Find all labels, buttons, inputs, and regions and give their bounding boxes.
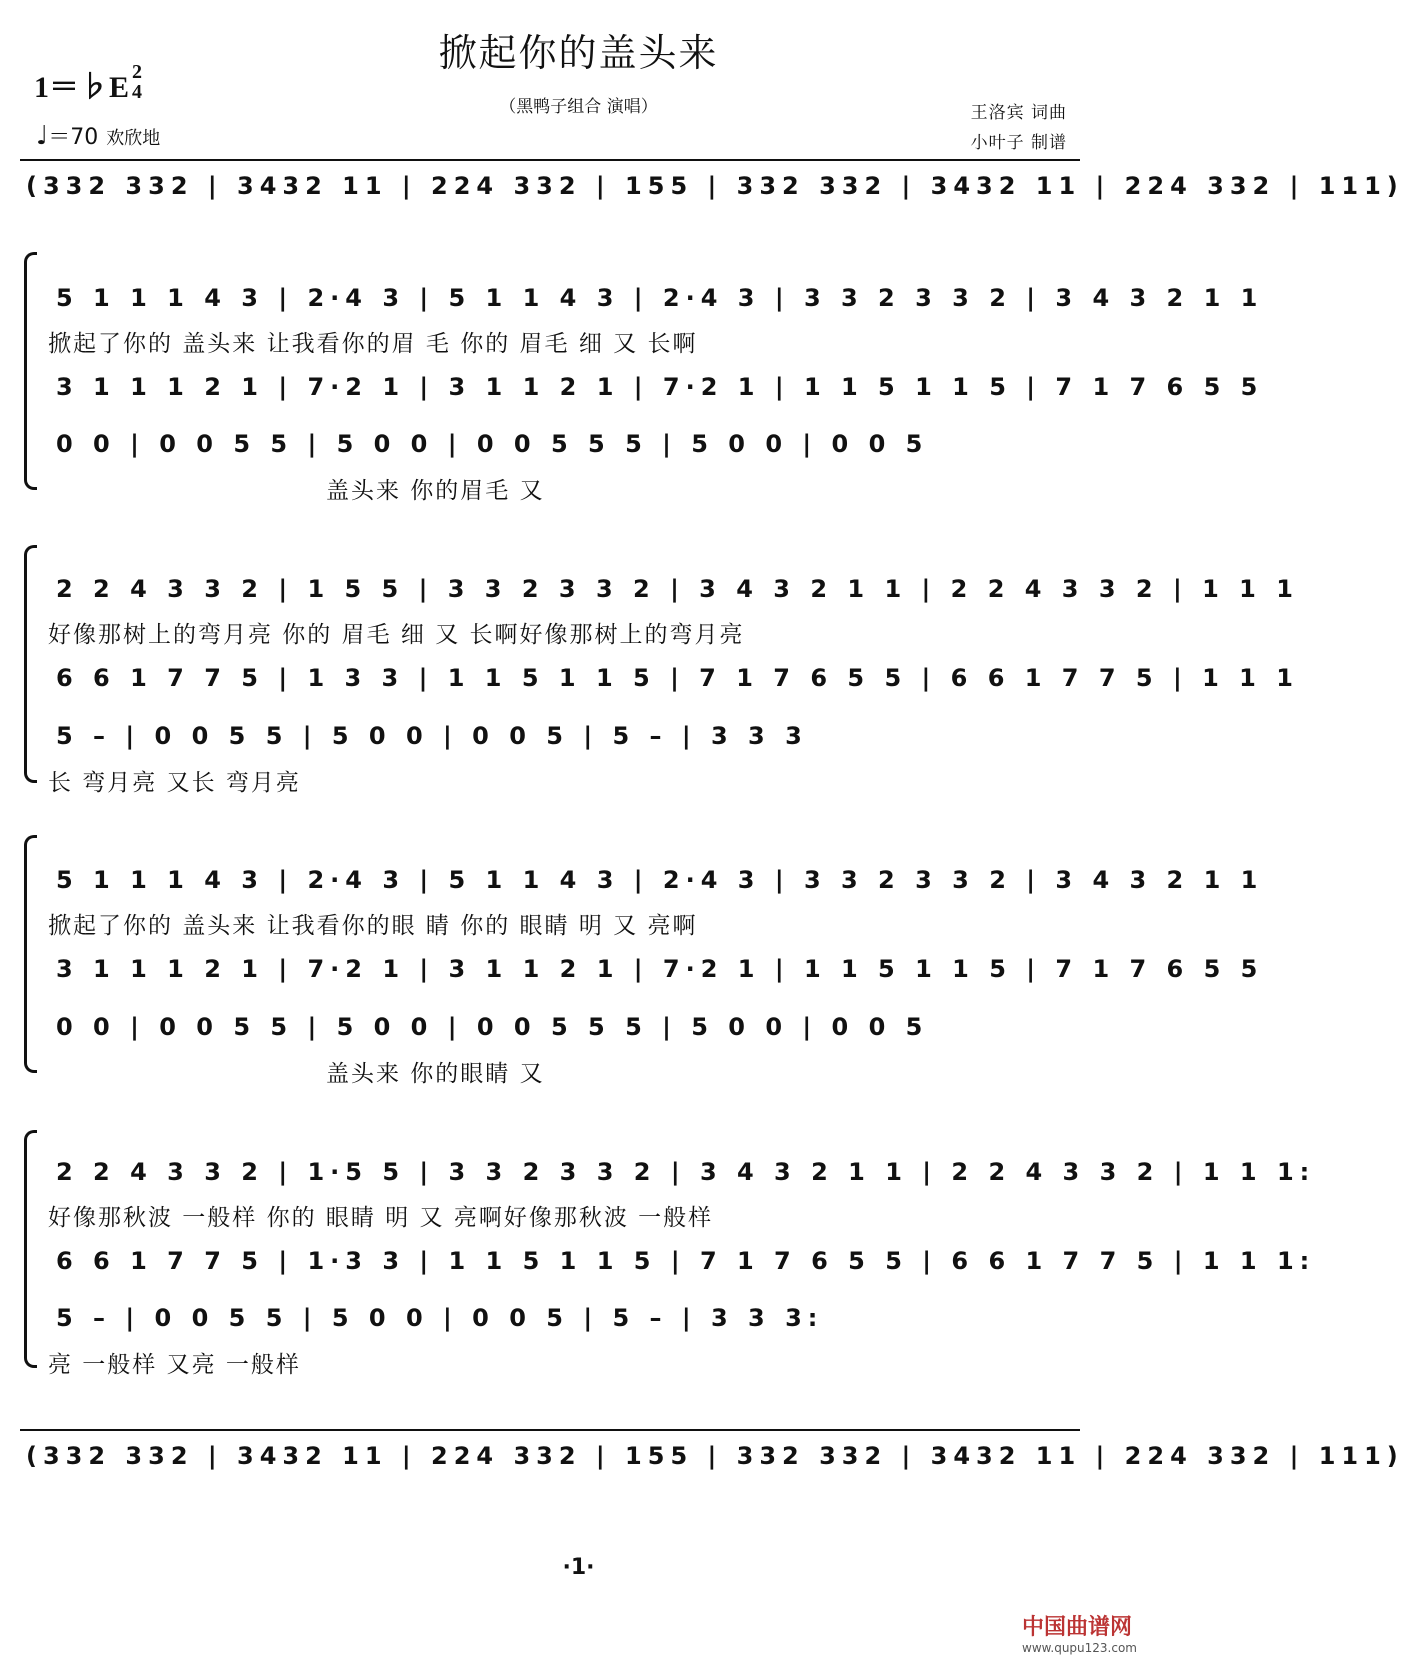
system-brace [24, 1130, 37, 1368]
harmony-line: 6 6 1 7 7 5 | 1 3 3 | 1 1 5 1 1 5 | 7 1 7 6 5 5 | 6 6 1 7 7 5 | 1 1 1 [56, 664, 1299, 692]
bass-lyric-line: 盖头来 你的眉毛 又 [326, 478, 545, 504]
time-sig-top: 2 [132, 61, 142, 83]
watermark-url: www.qupu123.com [1022, 1641, 1137, 1655]
system-brace [24, 252, 37, 490]
melody-line: 2 2 4 3 3 2 | 1 5 5 | 3 3 2 3 3 2 | 3 4 3 2 1 1 | 2 2 4 3 3 2 | 1 1 1 [56, 575, 1299, 603]
melody-line: 5 1 1 1 4 3 | 2·4 3 | 5 1 1 4 3 | 2·4 3 | 3 3 2 3 3 2 | 3 4 3 2 1 1 [56, 866, 1264, 894]
bass-line: 0 0 | 0 0 5 5 | 5 0 0 | 0 0 5 5 5 | 5 0 0 | 0 0 5 [56, 1013, 929, 1041]
bass-line: 5 – | 0 0 5 5 | 5 0 0 | 0 0 5 | 5 – | 3 3 3 [56, 722, 808, 750]
system-brace [24, 545, 37, 783]
bass-line: 0 0 | 0 0 5 5 | 5 0 0 | 0 0 5 5 5 | 5 0 0 | 0 0 5 [56, 430, 929, 458]
credit-score: 小叶子 制谱 [970, 133, 1067, 153]
watermark-logo [1022, 1610, 1137, 1655]
bass-lyric-line: 长 弯月亮 又长 弯月亮 [48, 770, 301, 796]
key-signature: 1＝♭E [34, 71, 130, 104]
system-brace [24, 835, 37, 1073]
credit-lyrics: 王洛宾 词曲 [970, 103, 1067, 123]
watermark-text: 中国曲谱网 [1022, 1615, 1133, 1640]
harmony-line: 6 6 1 7 7 5 | 1·3 3 | 1 1 5 1 1 5 | 7 1 7 6 5 5 | 6 6 1 7 7 5 | 1 1 1: [56, 1247, 1316, 1275]
outro-line: (332 332 | 3432 11 | 224 332 | 155 | 332 332 | 3432 11 | 224 332 | 111) [26, 1442, 1404, 1470]
melody-line: 2 2 4 3 3 2 | 1·5 5 | 3 3 2 3 3 2 | 3 4 3 2 1 1 | 2 2 4 3 3 2 | 1 1 1: [56, 1158, 1316, 1186]
page-title: 掀起你的盖头来 [438, 31, 719, 75]
harmony-line: 3 1 1 1 2 1 | 7·2 1 | 3 1 1 2 1 | 7·2 1 | 1 1 5 1 1 5 | 7 1 7 6 5 5 [56, 955, 1264, 983]
lyric-line: 好像那树上的弯月亮 你的 眉毛 细 又 长啊好像那树上的弯月亮 [48, 622, 745, 648]
tempo-value: ＝70 [48, 125, 99, 150]
subtitle: （黑鸭子组合 演唱） [499, 97, 658, 117]
harmony-line: 3 1 1 1 2 1 | 7·2 1 | 3 1 1 2 1 | 7·2 1 | 1 1 5 1 1 5 | 7 1 7 6 5 5 [56, 373, 1264, 401]
bass-lyric-line: 亮 一般样 又亮 一般样 [48, 1352, 301, 1378]
page-number: ·1· [562, 1555, 595, 1580]
time-sig-bottom: 4 [132, 81, 142, 103]
tempo-word: 欢欣地 [106, 128, 161, 149]
intro-line: (332 332 | 3432 11 | 224 332 | 155 | 332 332 | 3432 11 | 224 332 | 111) [26, 172, 1404, 200]
lyric-line: 好像那秋波 一般样 你的 眼睛 明 又 亮啊好像那秋波 一般样 [48, 1205, 714, 1231]
melody-line: 5 1 1 1 4 3 | 2·4 3 | 5 1 1 4 3 | 2·4 3 | 3 3 2 3 3 2 | 3 4 3 2 1 1 [56, 284, 1264, 312]
bass-line: 5 – | 0 0 5 5 | 5 0 0 | 0 0 5 | 5 – | 3 3 3: [56, 1304, 824, 1332]
quarter-note-icon: ♩ [36, 121, 49, 151]
lyric-line: 掀起了你的 盖头来 让我看你的眉 毛 你的 眉毛 细 又 长啊 [48, 331, 698, 357]
bass-lyric-line: 盖头来 你的眼睛 又 [326, 1061, 545, 1087]
lyric-line: 掀起了你的 盖头来 让我看你的眼 睛 你的 眼睛 明 又 亮啊 [48, 913, 698, 939]
